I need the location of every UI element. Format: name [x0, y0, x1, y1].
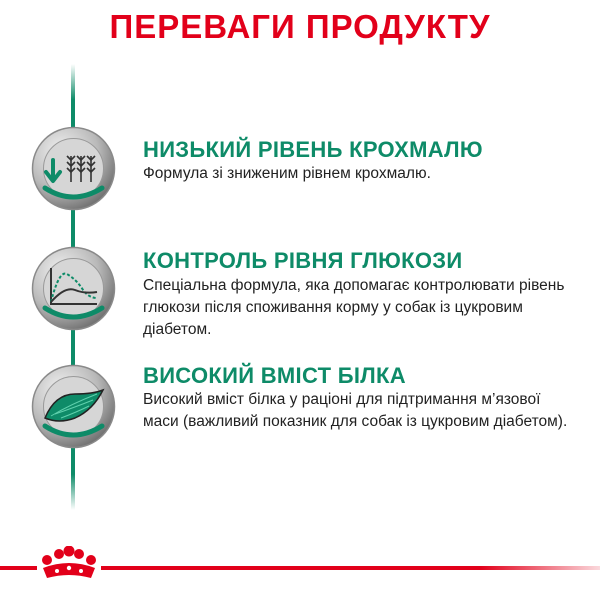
glucose-curve-icon — [31, 246, 116, 331]
muscle-icon — [31, 364, 116, 449]
feature-title-protein: ВИСОКИЙ ВМІСТ БІЛКА — [143, 363, 406, 388]
wheat-down-arrow-icon — [31, 126, 116, 211]
page-title: ПЕРЕВАГИ ПРОДУКТУ — [109, 8, 491, 45]
feature-desc-protein: Високий вміст білка у раціоні для підтримання м’язової маси (важливий показник для собак із цукровим діабетом). — [143, 391, 568, 430]
feature-desc-glucose: Спеціальна формула, яка допомагає контролювати рівень глюкози після споживання корму у собак із цукровим діабетом. — [143, 277, 565, 338]
feature-title-starch: НИЗЬКИЙ РІВЕНЬ КРОХМАЛЮ — [143, 137, 483, 162]
feature-desc-starch: Формула зі зниженим рівнем крохмалю. — [143, 165, 431, 182]
royal-canin-crown-icon — [37, 546, 101, 586]
feature-title-glucose: КОНТРОЛЬ РІВНЯ ГЛЮКОЗИ — [143, 248, 463, 273]
